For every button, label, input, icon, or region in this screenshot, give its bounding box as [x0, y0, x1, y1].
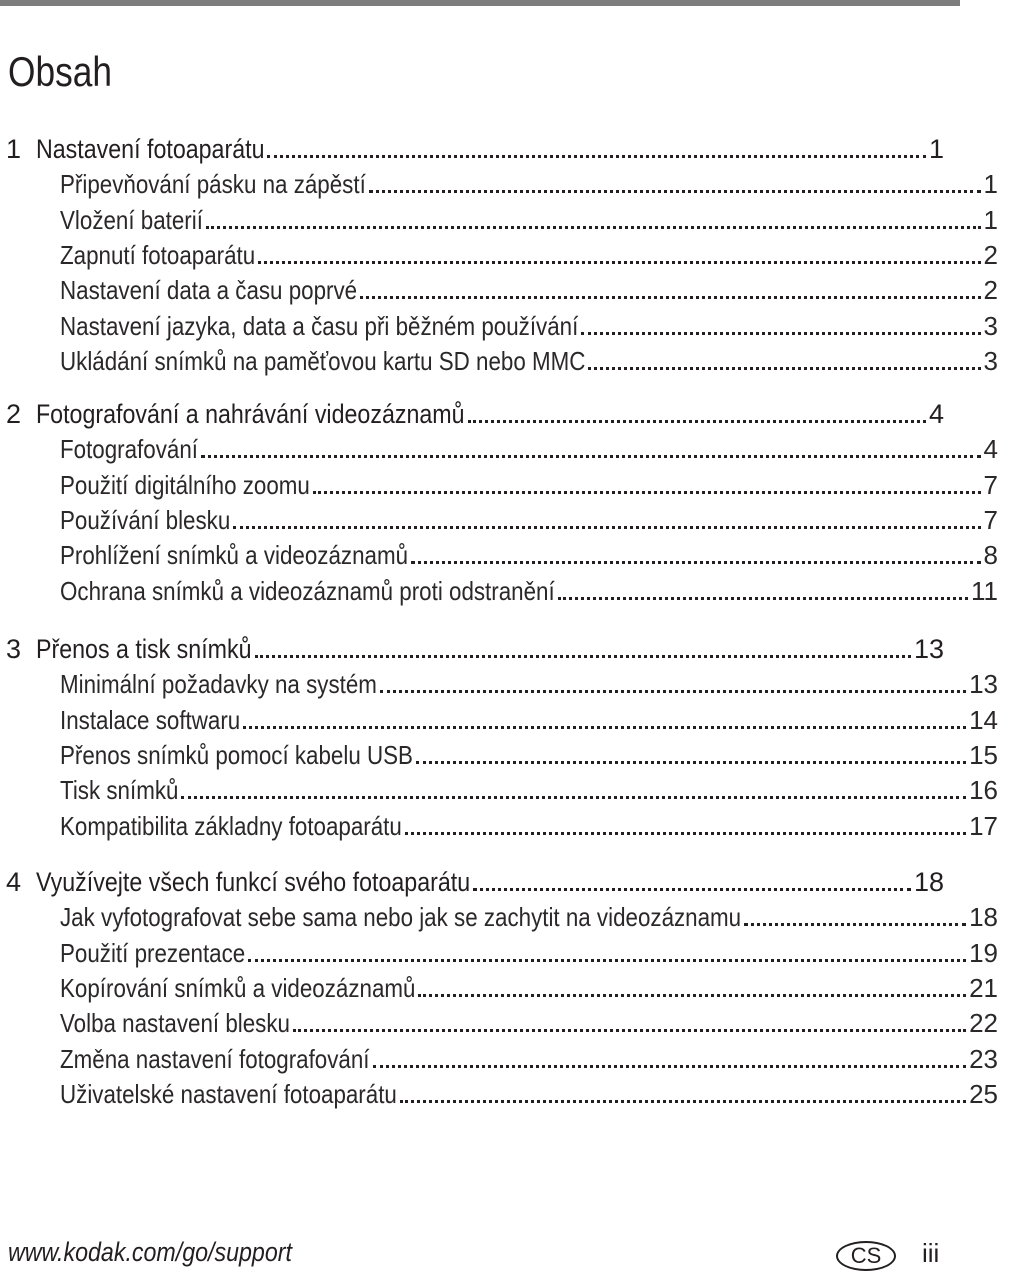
- toc-entry-title: Vložení baterií: [60, 204, 203, 235]
- toc-leader-dots: [405, 832, 966, 835]
- toc-page-number: 1: [928, 134, 944, 164]
- toc-page-number: 23: [969, 1043, 998, 1074]
- toc-entry[interactable]: [0, 167, 1020, 199]
- toc-entry[interactable]: [0, 468, 1020, 500]
- toc-entry-title: Minimální požadavky na systém: [60, 669, 377, 700]
- toc-entry-label: [60, 1044, 370, 1074]
- toc-page-number: 19: [969, 937, 998, 968]
- toc-chapter-number: 4: [6, 867, 22, 897]
- toc-entry[interactable]: [0, 203, 1020, 235]
- toc-entry-label: [60, 346, 585, 376]
- toc-entry[interactable]: [0, 432, 1020, 464]
- toc-page-number: 17: [969, 810, 998, 841]
- toc-page-number: 2: [983, 275, 998, 306]
- toc-chapter-label: [6, 134, 264, 164]
- toc-chapter-number: 3: [6, 634, 22, 664]
- toc-leader-dots: [360, 296, 980, 299]
- toc-page-number: 7: [983, 504, 998, 535]
- toc-entry-label: [60, 740, 413, 770]
- toc-leader-dots: [248, 959, 966, 962]
- toc-page-number: 4: [928, 399, 944, 429]
- toc-entry-title: Přenos snímků pomocí kabelu USB: [60, 739, 413, 770]
- toc-leader-dots: [369, 190, 981, 193]
- toc-chapter-label: [6, 867, 470, 897]
- toc-leader-dots: [400, 1100, 966, 1103]
- toc-entry-label: [60, 311, 578, 341]
- toc-entry[interactable]: [0, 503, 1020, 535]
- toc-entry[interactable]: [0, 309, 1020, 341]
- toc-chapter-number: 2: [6, 399, 22, 429]
- toc-entry-title: Kopírování snímků a videozáznamů: [60, 972, 416, 1003]
- toc-leader-dots: [588, 367, 980, 370]
- toc-entry-title: Nastavení jazyka, data a času při běžném používání: [60, 310, 579, 341]
- toc-leader-dots: [416, 761, 966, 764]
- toc-page-number: 1: [983, 204, 998, 235]
- toc-chapter[interactable]: [0, 132, 966, 164]
- toc-entry-label: [60, 902, 741, 932]
- toc-entry-label: [60, 669, 377, 699]
- toc-page-number: 3: [983, 345, 998, 376]
- toc-entry[interactable]: [0, 900, 1020, 932]
- toc-entry-label: [60, 205, 203, 235]
- toc-leader-dots: [418, 994, 966, 997]
- toc-entry-label: [60, 540, 408, 570]
- toc-page-number: 25: [969, 1078, 998, 1109]
- toc-entry-title: Uživatelské nastavení fotoaparátu: [60, 1078, 397, 1109]
- toc-page-number: 16: [969, 775, 998, 806]
- toc-leader-dots: [206, 226, 981, 229]
- toc-entry-label: [60, 169, 366, 199]
- toc-chapter-title: Přenos a tisk snímků: [36, 634, 252, 664]
- toc-chapter-label: [6, 634, 252, 664]
- toc-entry-title: Připevňování pásku na zápěstí: [60, 169, 366, 200]
- toc-leader-dots: [411, 561, 981, 564]
- toc-entry-label: [60, 470, 310, 500]
- toc-entry-title: Instalace softwaru: [60, 704, 241, 735]
- toc-entry-title: Ukládání snímků na paměťovou kartu SD nebo MMC: [60, 345, 586, 376]
- toc-entry-label: [60, 434, 198, 464]
- toc-page-number: 21: [969, 972, 998, 1003]
- toc-entry-title: Používání blesku: [60, 504, 231, 535]
- toc-entry[interactable]: [0, 574, 1020, 606]
- toc-page-number: 7: [983, 469, 998, 500]
- toc-leader-dots: [181, 796, 966, 799]
- toc-entry-title: Nastavení data a času poprvé: [60, 275, 358, 306]
- toc-chapter-title: Fotografování a nahrávání videozáznamů: [36, 399, 465, 429]
- toc-entry-title: Kompatibilita základny fotoaparátu: [60, 810, 402, 841]
- language-badge: CS: [836, 1241, 896, 1271]
- toc-entry[interactable]: [0, 773, 1020, 805]
- toc-entry[interactable]: [0, 273, 1020, 305]
- toc-entry-title: Tisk snímků: [60, 775, 179, 806]
- toc-entry[interactable]: [0, 344, 1020, 376]
- toc-page-number: 4: [983, 434, 998, 465]
- toc-leader-dots: [293, 1029, 966, 1032]
- toc-page-number: 13: [969, 669, 998, 700]
- toc-entry[interactable]: [0, 1042, 1020, 1074]
- toc-leader-dots: [744, 923, 966, 926]
- toc-leader-dots: [380, 690, 966, 693]
- toc-page-number: 14: [969, 704, 998, 735]
- toc-entry-label: [60, 775, 178, 805]
- toc-entry[interactable]: [0, 1077, 1020, 1109]
- toc-entry[interactable]: [0, 238, 1020, 270]
- toc-chapter[interactable]: [0, 632, 966, 664]
- toc-chapter-number: 1: [6, 134, 22, 164]
- toc-leader-dots: [313, 491, 981, 494]
- toc-entry-title: Použití digitálního zoomu: [60, 469, 310, 500]
- toc-entry-label: [60, 811, 402, 841]
- toc-entry[interactable]: [0, 936, 1020, 968]
- toc-entry[interactable]: [0, 538, 1020, 570]
- toc-entry-title: Změna nastavení fotografování: [60, 1043, 370, 1074]
- toc-entry-label: [60, 576, 555, 606]
- toc-entry[interactable]: [0, 667, 1020, 699]
- footer-url[interactable]: [8, 1237, 338, 1268]
- toc-leader-dots: [258, 261, 980, 264]
- toc-entry-title: Jak vyfotografovat sebe sama nebo jak se zachytit na videozáznamu: [60, 902, 742, 933]
- toc-leader-dots: [267, 155, 925, 158]
- toc-chapter-label: [6, 399, 465, 429]
- toc-page-number: 1: [983, 169, 998, 200]
- toc-entry-label: [60, 240, 255, 270]
- toc-page-number: 11: [971, 575, 998, 606]
- toc-entry[interactable]: [0, 1006, 1020, 1038]
- toc-entry-label: [60, 505, 230, 535]
- top-rule: [0, 0, 960, 6]
- footer-page-number: iii: [922, 1238, 940, 1268]
- toc-leader-dots: [243, 726, 966, 729]
- toc-entry-label: [60, 973, 415, 1003]
- toc-entry-title: Volba nastavení blesku: [60, 1008, 290, 1039]
- toc-entry-title: Fotografování: [60, 434, 198, 465]
- toc-leader-dots: [581, 332, 980, 335]
- toc-chapter-title: Nastavení fotoaparátu: [36, 134, 265, 164]
- toc-chapter[interactable]: [0, 397, 966, 429]
- toc-entry-title: Ochrana snímků a videozáznamů proti odstranění: [60, 575, 555, 606]
- toc-entry-title: Prohlížení snímků a videozáznamů: [60, 540, 409, 571]
- toc-chapter[interactable]: [0, 865, 966, 897]
- toc-page-number: 8: [983, 540, 998, 571]
- toc-entry-label: [60, 938, 245, 968]
- toc-page-number: 15: [969, 739, 998, 770]
- toc-leader-dots: [233, 526, 980, 529]
- page-title: Obsah: [8, 48, 112, 95]
- toc-leader-dots: [373, 1065, 967, 1068]
- toc-leader-dots: [558, 597, 968, 600]
- toc-page-number: 18: [969, 902, 998, 933]
- toc-page-number: 18: [913, 867, 944, 897]
- toc-page-number: 2: [983, 239, 998, 270]
- toc-leader-dots: [468, 420, 926, 423]
- toc-chapter-title: Využívejte všech funkcí svého fotoaparátu: [36, 867, 471, 897]
- toc-entry[interactable]: [0, 809, 1020, 841]
- toc-entry[interactable]: [0, 738, 1020, 770]
- toc-entry[interactable]: [0, 703, 1020, 735]
- toc-entry-label: [60, 1008, 290, 1038]
- footer-url-text: www.kodak.com/go/support: [8, 1237, 292, 1267]
- toc-entry-label: [60, 275, 357, 305]
- toc-page-number: 3: [983, 310, 998, 341]
- toc-entry-label: [60, 705, 240, 735]
- toc-entry-label: [60, 1079, 397, 1109]
- toc-leader-dots: [201, 455, 981, 458]
- toc-leader-dots: [255, 655, 911, 658]
- toc-entry-title: Použití prezentace: [60, 937, 246, 968]
- toc-entry[interactable]: [0, 971, 1020, 1003]
- toc-page-number: 13: [913, 634, 944, 664]
- toc-page-number: 22: [969, 1008, 998, 1039]
- toc-entry-title: Zapnutí fotoaparátu: [60, 239, 256, 270]
- toc-leader-dots: [473, 888, 911, 891]
